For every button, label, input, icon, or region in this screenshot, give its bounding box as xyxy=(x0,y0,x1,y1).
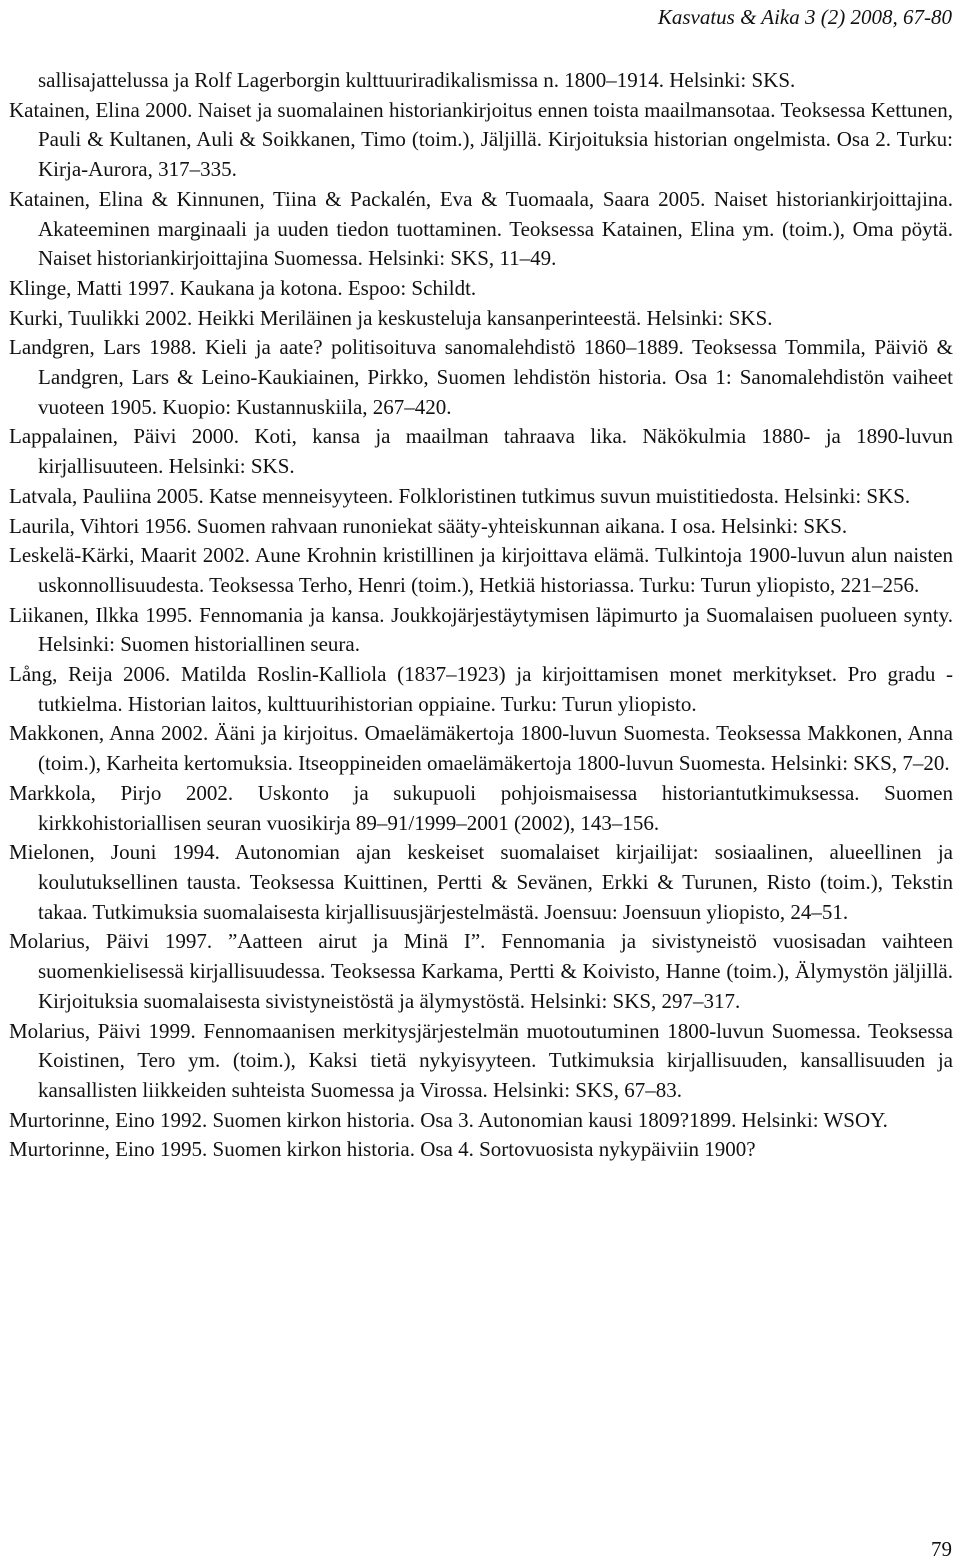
reference-list xyxy=(9,66,953,1165)
reference-entry: Liikanen, Ilkka 1995. Fennomania ja kansa. Joukkojärjestäytymisen läpimurto ja Suomalaisen puolueen synty. Helsinki: Suomen historiallinen seura. xyxy=(9,602,953,657)
reference-entry: Molarius, Päivi 1999. Fennomaanisen merkitysjärjestelmän muotoutuminen 1800-luvun Suomessa. Teoksessa Koistinen, Tero ym. (toim.), Kaksi tietä nykyisyyteen. Tutkimuksia kirjallisuuden, kansallisuuden ja kansallisten liikkeiden suhteista Suomessa ja Virossa. Helsinki: SKS, 67–83. xyxy=(9,1018,953,1102)
reference-entry: Murtorinne, Eino 1992. Suomen kirkon historia. Osa 3. Autonomian kausi 1809?1899. Helsinki: WSOY. xyxy=(9,1107,888,1132)
reference-entry: Molarius, Päivi 1997. ”Aatteen airut ja Minä I”. Fennomania ja sivistyneistö vuosisadan vaihteen suomenkielisessä kirjallisuudessa. Teoksessa Karkama, Pertti & Koivisto, Hanne (toim.), Älymystön jäljillä. Kirjoituksia suomalaisesta sivistyneistöstä ja älymystöstä. Helsinki: SKS, 297–317. xyxy=(9,929,953,1013)
reference-entry: Landgren, Lars 1988. Kieli ja aate? politisoituva sanomalehdistö 1860–1889. Teoksessa Tommila, Päiviö & Landgren, Lars & Leino-Kaukiainen, Pirkko, Suomen lehdistön historia. Osa 1: Sanomalehdistön vaiheet vuoteen 1905. Kuopio: Kustannuskiila, 267–420. xyxy=(9,335,953,419)
reference-entry: Lång, Reija 2006. Matilda Roslin-Kalliola (1837–1923) ja kirjoittamisen monet merkitykset. Pro gradu -tutkielma. Historian laitos, kulttuurihistorian oppiaine. Turku: Turun yliopisto. xyxy=(9,662,953,716)
reference-entry: Laurila, Vihtori 1956. Suomen rahvaan runoniekat sääty-yhteiskunnan aikana. I osa. Helsinki: SKS. xyxy=(9,513,848,538)
reference-entry: Katainen, Elina 2000. Naiset ja suomalainen historiankirjoitus ennen toista maailmansotaa. Teoksessa Kettunen, Pauli & Kultanen, Auli & Soikkanen, Timo (toim.), Jäljillä. Kirjoituksia historian ongelmista. Osa 2. Turku: Kirja-Aurora, 317–335. xyxy=(9,97,953,182)
reference-entry: Leskelä-Kärki, Maarit 2002. Aune Krohnin kristillinen ja kirjoittava elämä. Tulkintoja 1900-luvun alun naisten uskonnollisuudesta. Teoksessa Terho, Henri (toim.), Hetkiä historiassa. Turku: Turun yliopisto, 221–256. xyxy=(9,543,953,597)
reference-entry: Latvala, Pauliina 2005. Katse menneisyyteen. Folkloristinen tutkimus suvun muistitiedosta. Helsinki: SKS. xyxy=(9,483,911,508)
page-number: 79 xyxy=(931,1537,952,1561)
reference-entry: Kurki, Tuulikki 2002. Heikki Meriläinen ja keskusteluja kansanperinteestä. Helsinki: SKS. xyxy=(9,305,773,330)
reference-entry: Markkola, Pirjo 2002. Uskonto ja sukupuoli pohjoismaisessa historiantutkimuksessa. Suomen kirkkohistoriallisen seuran vuosikirja 89–91/1999–2001 (2002), 143–156. xyxy=(9,780,953,835)
reference-entry: Mielonen, Jouni 1994. Autonomian ajan keskeiset suomalaiset kirjailijat: sosiaalinen, alueellinen ja koulutuksellinen tausta. Teoksessa Kuittinen, Pertti & Sevänen, Erkki & Turunen, Risto (toim.), Tekstin takaa. Tutkimuksia suomalaisesta kirjallisuusjärjestelmästä. Joensuu: Joensuun yliopisto, 24–51. xyxy=(9,840,953,924)
reference-entry: Katainen, Elina & Kinnunen, Tiina & Packalén, Eva & Tuomaala, Saara 2005. Naiset historiankirjoittajina. Akateeminen marginaali ja uuden tiedon tuottaminen. Teoksessa Katainen, Elina ym. (toim.), Oma pöytä. Naiset historiankirjoittajina Suomessa. Helsinki: SKS, 11–49. xyxy=(9,186,953,271)
reference-entry: Makkonen, Anna 2002. Ääni ja kirjoitus. Omaelämäkertoja 1800-luvun Suomesta. Teoksessa Makkonen, Anna (toim.), Karheita kertomuksia. Itseoppineiden omaelämäkertoja 1800-luvun Suomesta. Helsinki: SKS, 7–20. xyxy=(9,721,953,776)
reference-entry: sallisajattelussa ja Rolf Lagerborgin kulttuuriradikalismissa n. 1800–1914. Helsinki: SKS. xyxy=(38,68,796,92)
reference-entry: Lappalainen, Päivi 2000. Koti, kansa ja maailman tahraava lika. Näkökulmia 1880- ja 1890-luvun kirjallisuuteen. Helsinki: SKS. xyxy=(9,424,953,479)
running-header: Kasvatus & Aika 3 (2) 2008, 67-80 xyxy=(657,5,952,29)
reference-entry: Klinge, Matti 1997. Kaukana ja kotona. Espoo: Schildt. xyxy=(9,275,477,300)
reference-entry: Murtorinne, Eino 1995. Suomen kirkon historia. Osa 4. Sortovuosista nykypäiviin 1900? xyxy=(9,1137,756,1162)
